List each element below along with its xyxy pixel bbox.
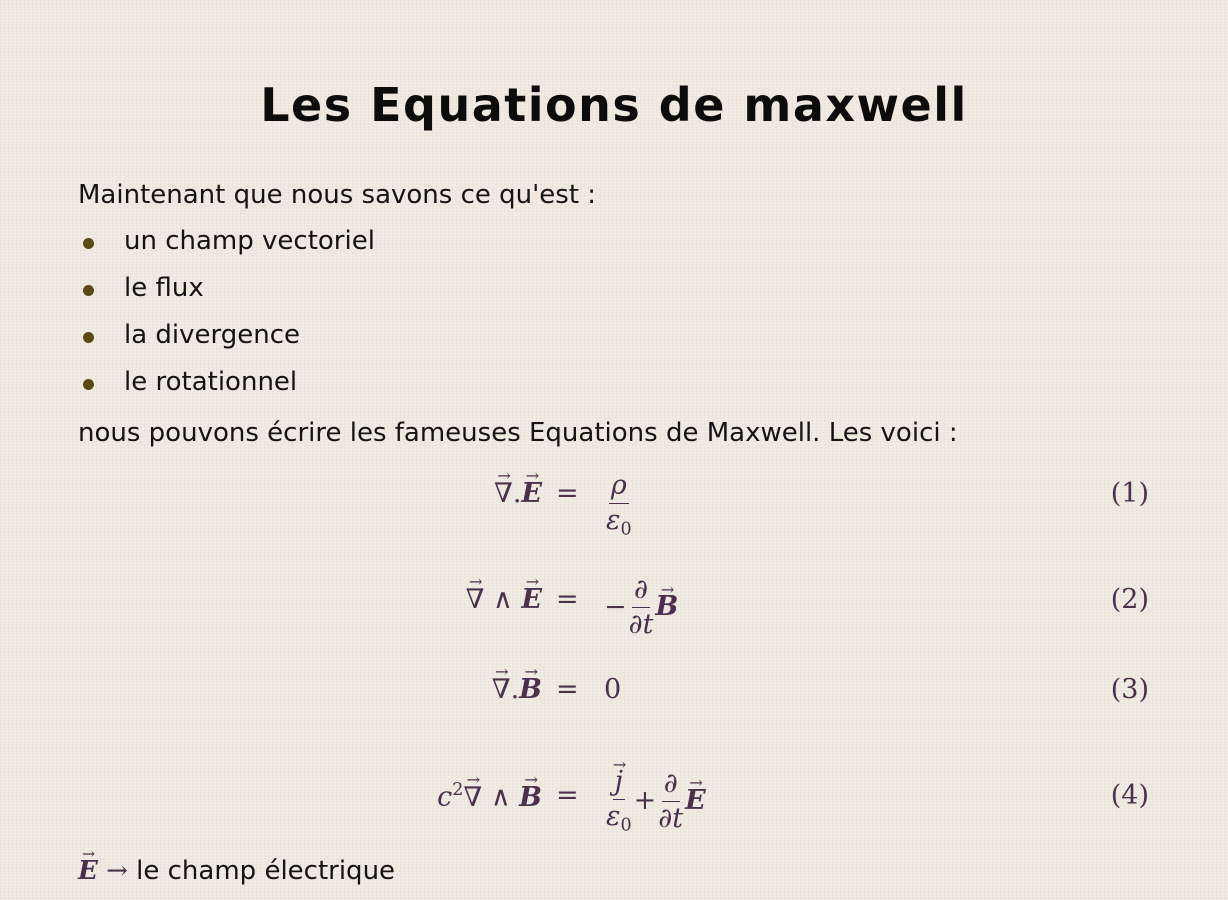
equation-1-rhs <box>604 472 634 539</box>
nabla-symbol: → ∇ <box>494 478 513 509</box>
epsilon: ε <box>606 801 621 833</box>
field-e: → E <box>521 478 542 509</box>
zero-value: 0 <box>604 674 622 705</box>
bullet-list <box>78 226 375 414</box>
field-b: → B <box>655 591 678 622</box>
wedge-operator: ∧ <box>484 584 522 615</box>
dot-operator: . <box>512 478 522 509</box>
intro-text: Maintenant que nous savons ce qu'est : <box>78 180 597 210</box>
partial-symbol: ∂ <box>662 770 680 802</box>
equation-number: (3) <box>1110 674 1149 705</box>
epsilon-subscript: 0 <box>620 519 632 540</box>
nabla-symbol: → ∇ <box>463 782 482 813</box>
equation-4-lhs <box>437 780 542 813</box>
bullet-icon <box>83 379 94 390</box>
bullet-icon <box>83 285 94 296</box>
minus-sign: − <box>604 591 627 623</box>
partial-t: ∂t <box>658 803 684 834</box>
equation-1-lhs <box>494 478 542 509</box>
field-e: → E <box>78 856 98 886</box>
field-b: → B <box>519 674 542 705</box>
field-e: → E <box>521 584 542 615</box>
equation-3-lhs <box>492 674 542 705</box>
equals-sign: = <box>556 674 579 705</box>
bullet-icon <box>83 238 94 249</box>
fraction <box>604 768 634 835</box>
bullet-item <box>78 226 375 273</box>
equation-2-lhs <box>466 584 542 615</box>
speed-of-light-c: c <box>437 781 453 813</box>
bullet-item <box>78 320 375 367</box>
bullet-label: un champ vectoriel <box>124 226 375 256</box>
equation-4-rhs <box>604 768 706 835</box>
arrow-right-icon: → <box>106 856 128 886</box>
dot-operator: . <box>510 674 520 705</box>
wedge-operator: ∧ <box>482 781 520 813</box>
footer-definition <box>78 856 395 886</box>
bullet-label: la divergence <box>124 320 301 350</box>
epsilon: ε <box>606 505 621 537</box>
definition-text: le champ électrique <box>127 856 396 886</box>
fraction <box>604 472 634 539</box>
plus-sign: + <box>633 785 657 816</box>
fraction <box>656 767 685 834</box>
slide-title: Les Equations de maxwell <box>260 78 968 132</box>
denominator-epsilon <box>604 800 634 835</box>
numerator-rho: ρ <box>609 472 629 504</box>
outro-text: nous pouvons écrire les fameuses Equations de Maxwell. Les voici : <box>78 418 958 448</box>
equals-sign: = <box>556 780 579 811</box>
bullet-item <box>78 367 375 414</box>
equation-number: (4) <box>1110 780 1149 811</box>
nabla-symbol: → ∇ <box>492 674 511 705</box>
partial-t: ∂t <box>628 609 654 641</box>
equation-number: (2) <box>1110 584 1149 615</box>
bullet-label: le flux <box>124 273 204 303</box>
epsilon-subscript: 0 <box>620 815 632 836</box>
c-superscript: 2 <box>452 780 464 800</box>
fraction <box>627 576 656 640</box>
nabla-symbol: → ∇ <box>466 584 485 615</box>
equals-sign: = <box>556 584 579 615</box>
equation-2-rhs <box>604 576 678 640</box>
field-e: → E <box>685 785 706 816</box>
field-b: → B <box>519 782 542 813</box>
equals-sign: = <box>556 478 579 509</box>
bullet-item <box>78 273 375 320</box>
equation-number: (1) <box>1110 478 1149 509</box>
denominator-epsilon <box>604 504 634 539</box>
partial-symbol: ∂ <box>632 576 650 608</box>
bullet-label: le rotationnel <box>124 367 298 397</box>
current-density-j: → j <box>615 768 623 796</box>
bullet-icon <box>83 332 94 343</box>
numerator-j <box>613 768 625 800</box>
